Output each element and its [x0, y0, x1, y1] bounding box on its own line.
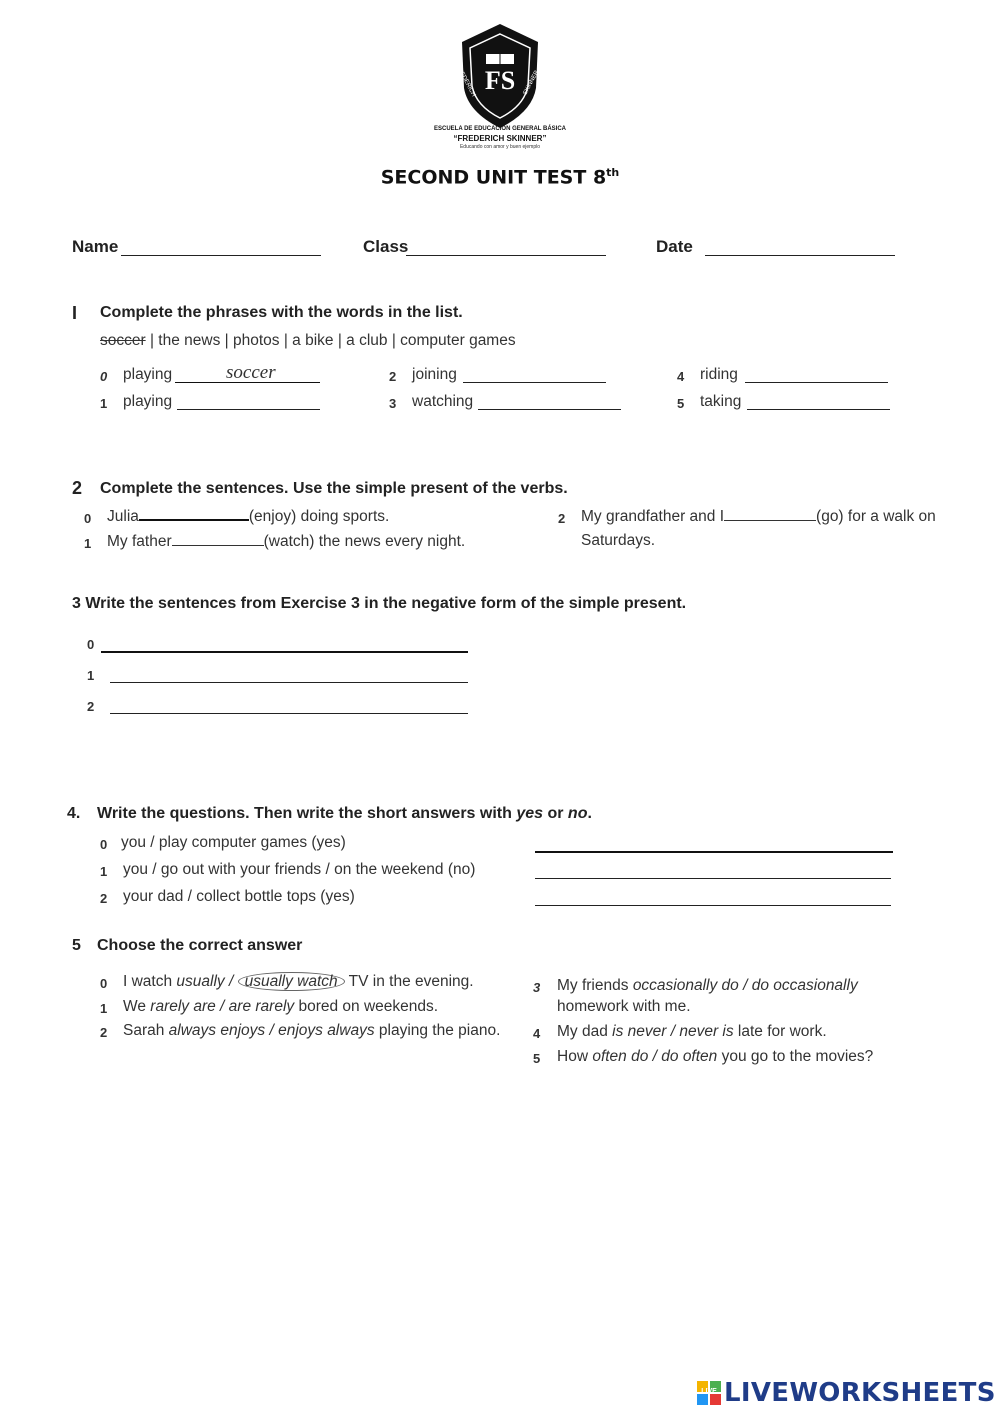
ex4-item-1-text: you / go out with your friends / on the weekend (no) — [123, 861, 476, 878]
ex5-item-0 — [123, 973, 474, 991]
ex4-item-2-num: 2 — [100, 891, 108, 906]
ex4-answer-line-1[interactable] — [535, 878, 891, 879]
ex5-item-1 — [123, 998, 438, 1016]
ex2-item-2-before: My grandfather and I — [581, 508, 725, 525]
ex2-item-2 — [581, 508, 936, 526]
ex3-num-2: 2 — [87, 699, 95, 714]
ex1-item-0-answer: soccer — [226, 362, 276, 383]
ex1-item-2-blank[interactable] — [463, 382, 606, 383]
ex4-answer-line-0[interactable] — [535, 851, 893, 853]
ex2-item-0-after: (enjoy) doing sports. — [248, 508, 390, 525]
ex1-item-1-blank[interactable] — [177, 409, 320, 410]
page-title-sup: th — [606, 166, 620, 179]
ex2-item-1-after: (watch) the news every night. — [263, 533, 466, 550]
ex4-instruction — [97, 805, 592, 823]
logo-ring-right: SKINNER — [522, 69, 541, 97]
ex4-yes: yes — [516, 805, 544, 822]
page-title-text: SECOND UNIT TEST 8 — [380, 166, 607, 189]
class-label: Class — [363, 237, 409, 256]
liveworksheets-brand: LIVEWORKSHEETS — [724, 1378, 996, 1408]
school-logo — [420, 20, 580, 155]
liveworksheets-logo — [697, 1378, 997, 1408]
ex5-item-0-opt2[interactable]: usually watch — [238, 972, 345, 991]
ex5-item-4-b: late for work. — [733, 1023, 827, 1040]
ex4-answer-line-2[interactable] — [535, 905, 891, 906]
ex1-instruction: Complete the phrases with the words in the list. — [100, 304, 463, 321]
ex3-line-0[interactable] — [101, 651, 468, 653]
ex2-item-2-cont: Saturdays. — [581, 532, 656, 549]
ex5-item-5-a: How — [557, 1048, 593, 1065]
page-title — [0, 166, 1000, 188]
ex5-item-1-b: bored on weekends. — [294, 998, 439, 1015]
ex2-number: 2 — [72, 478, 83, 498]
ex2-item-1-num: 1 — [84, 536, 92, 551]
ex5-item-0-opt1[interactable]: usually / — [176, 973, 238, 990]
ex1-item-2-label: joining — [412, 366, 457, 383]
ex1-item-5-num: 5 — [677, 396, 685, 411]
ex2-instruction: Complete the sentences. Use the simple present of the verbs. — [100, 480, 568, 497]
ex5-item-4-num: 4 — [533, 1026, 541, 1041]
ex5-item-1-num: 1 — [100, 1001, 108, 1016]
name-field[interactable] — [121, 255, 321, 256]
logo-ring-left: FREDERICH — [454, 64, 477, 98]
ex1-item-4-num: 4 — [677, 369, 685, 384]
ex1-item-0-num: 0 — [100, 369, 108, 384]
ex4-item-2-text: your dad / collect bottle tops (yes) — [123, 888, 355, 905]
ex5-item-4-options[interactable]: is never / never is — [612, 1023, 734, 1040]
date-field[interactable] — [705, 255, 895, 256]
ex2-item-0-before: Julia — [107, 508, 139, 525]
ex3-num-0: 0 — [87, 637, 95, 652]
ex1-item-5-label: taking — [700, 393, 742, 410]
ex4-no: no — [567, 805, 588, 822]
ex3-line-2[interactable] — [110, 713, 468, 714]
ex5-item-0-num: 0 — [100, 976, 108, 991]
ex5-item-2-num: 2 — [100, 1025, 108, 1040]
ex4-item-0-num: 0 — [100, 837, 108, 852]
ex1-word-rest: | the news | photos | a bike | a club | computer games — [145, 332, 516, 349]
class-field[interactable] — [406, 255, 606, 256]
ex5-item-3-cont: homework with me. — [557, 998, 691, 1015]
logo-initials: FS — [484, 66, 516, 95]
ex1-number: I — [72, 303, 78, 323]
ex5-item-2 — [123, 1022, 500, 1040]
ex5-item-3-options[interactable]: occasionally do / do occasionally — [632, 977, 858, 994]
ex5-item-5-options[interactable]: often do / do often — [592, 1048, 718, 1065]
ex1-item-3-num: 3 — [389, 396, 397, 411]
ex5-instruction: Choose the correct answer — [97, 937, 303, 954]
logo-line2: “FREDERICH SKINNER” — [453, 134, 547, 143]
ex1-item-0-label: playing — [123, 366, 173, 383]
ex2-item-0-num: 0 — [84, 511, 92, 526]
date-label: Date — [656, 237, 693, 256]
ex3-line-1[interactable] — [110, 682, 468, 683]
ex5-item-2-a: Sarah — [123, 1022, 169, 1039]
ex4-item-0-text: you / play computer games (yes) — [121, 834, 346, 851]
ex1-item-0-blank — [175, 382, 320, 383]
ex1-item-4-blank[interactable] — [745, 382, 888, 383]
ex4-or: or — [543, 805, 568, 822]
ex5-item-0-a: I watch — [123, 973, 177, 990]
ex1-item-2-num: 2 — [389, 369, 397, 384]
logo-line3: Educando con amor y buen ejemplo — [459, 144, 541, 150]
ex1-item-1-num: 1 — [100, 396, 108, 411]
liveworksheets-badge-text: LIVE — [701, 1388, 717, 1395]
ex4-instruction-a: Write the questions. Then write the short answers with — [97, 805, 517, 822]
logo-line1: ESCUELA DE EDUCACIÓN GENERAL BÁSICA — [433, 126, 566, 132]
ex5-item-4-a: My dad — [557, 1023, 613, 1040]
ex2-item-2-num: 2 — [558, 511, 566, 526]
ex1-struck-word: soccer — [100, 332, 146, 349]
ex4-period: . — [587, 805, 592, 822]
ex5-item-3-a: My friends — [557, 977, 633, 994]
ex5-item-1-options[interactable]: rarely are / are rarely — [150, 998, 295, 1015]
ex5-item-2-b: playing the piano. — [374, 1022, 501, 1039]
ex5-item-3-num: 3 — [533, 980, 541, 995]
ex5-item-5-num: 5 — [533, 1051, 541, 1066]
ex1-item-5-blank[interactable] — [747, 409, 890, 410]
ex1-item-3-blank[interactable] — [478, 409, 621, 410]
ex3-instruction: 3 Write the sentences from Exercise 3 in the negative form of the simple present. — [72, 595, 687, 612]
ex1-item-3-label: watching — [412, 393, 474, 410]
ex5-item-0-b: TV in the evening. — [344, 973, 474, 990]
ex2-item-2-after: (go) for a walk on — [816, 508, 936, 525]
ex1-item-1-label: playing — [123, 393, 173, 410]
ex2-item-2-blank[interactable] — [724, 520, 816, 521]
ex2-item-0 — [107, 508, 389, 526]
ex5-item-5 — [557, 1048, 873, 1066]
ex2-item-1-before: My father — [107, 533, 172, 550]
ex5-item-3 — [557, 977, 858, 995]
ex5-item-1-a: We — [123, 998, 151, 1015]
ex4-item-1-num: 1 — [100, 864, 108, 879]
ex4-number: 4. — [67, 805, 81, 822]
ex2-item-0-blank[interactable] — [139, 519, 249, 521]
ex1-word-list — [100, 332, 516, 350]
ex5-item-2-options[interactable]: always enjoys / enjoys always — [168, 1022, 375, 1039]
ex5-number: 5 — [72, 937, 81, 954]
ex5-item-4 — [557, 1023, 827, 1041]
ex3-num-1: 1 — [87, 668, 95, 683]
ex2-item-1 — [107, 533, 465, 551]
name-label: Name — [72, 237, 119, 256]
ex2-item-1-blank[interactable] — [172, 545, 264, 546]
ex1-item-4-label: riding — [700, 366, 738, 383]
ex5-item-5-b: you go to the movies? — [717, 1048, 874, 1065]
